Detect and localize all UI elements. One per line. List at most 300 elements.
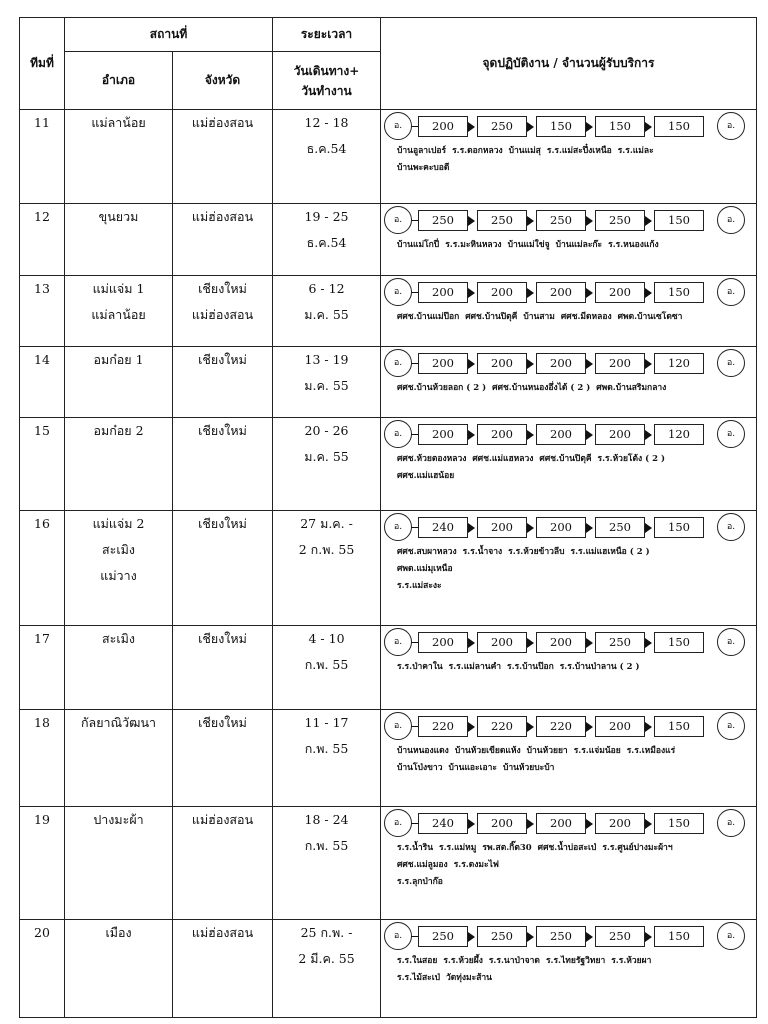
period-cell-line: 2 มี.ค. 55 [298,951,355,966]
service-flow-cell [381,347,757,418]
service-count-box: 200 [418,353,468,374]
service-flow [381,807,756,919]
service-count-box: 150 [654,813,704,834]
table-row [20,807,757,920]
connector-line [411,726,418,727]
service-point-labels [397,857,505,874]
service-point-labels [397,544,656,561]
service-flow-cell [381,276,757,347]
service-flow [381,920,756,1017]
service-count-box: 200 [595,424,645,445]
service-count-box: 200 [477,813,527,834]
table-row [20,418,757,511]
service-point-labels [397,874,449,891]
arrow-right-icon [468,638,475,648]
service-point-label: ร.ร.ไม้สะเป่ [397,973,440,983]
service-flow [381,626,756,709]
place-header: สถานที่ [65,18,273,52]
province-cell-line: เชียงใหม่ [198,516,247,531]
service-point-label: บ้านแม่โกปี่ [397,240,440,250]
period-cell-line: 13 - 19 [304,352,349,367]
district-cell-line: สะเมิง [102,542,135,557]
province-cell [173,204,273,276]
province-cell-line: เชียงใหม่ [198,352,247,367]
team-number: 12 [20,204,65,276]
province-cell-line: เชียงใหม่ [198,715,247,730]
table-row [20,347,757,418]
service-point-label: บ้านห้วยยา [526,746,568,756]
service-count-box: 200 [418,282,468,303]
period-cell-line: ก.พ. 55 [304,838,349,853]
service-count-box: 250 [477,116,527,137]
service-flow-cell [381,418,757,511]
service-point-labels [397,309,688,326]
service-point-label: ร.ร.น้ำจาง [462,547,503,557]
service-point-label: ศศช.มีดหลอง [560,312,612,322]
service-count-box: 250 [418,210,468,231]
province-cell [173,710,273,807]
service-point-label: ศศช.บ้านปิตุคี [465,312,518,322]
service-count-box: 250 [595,926,645,947]
service-point-labels [397,380,672,397]
service-point-label: ร.ร.แม่ลานคำ [448,662,502,672]
service-count-box: 200 [595,353,645,374]
arrow-right-icon [527,819,534,829]
service-flow-cell [381,710,757,807]
team-number: 14 [20,347,65,418]
service-count-box: 250 [418,926,468,947]
period-cell-line: 18 - 24 [304,812,349,827]
period-cell-line: ม.ค. 55 [304,449,349,464]
service-count-box: 200 [536,282,586,303]
service-count-box: 200 [536,632,586,653]
district-cell [65,920,173,1018]
service-point-label: บ้านแม่ละก๊ะ [555,240,603,250]
team-number: 19 [20,807,65,920]
service-point-label: บ้านแอะเอาะ [448,763,497,773]
service-count-box: 120 [654,353,704,374]
start-circle: อ. [384,922,412,950]
province-cell [173,626,273,710]
district-cell-line: แม่วาง [100,568,137,583]
service-point-labels [397,468,460,485]
service-count-box: 200 [595,813,645,834]
table-row [20,204,757,276]
service-count-box: 150 [654,210,704,231]
period-cell [273,110,381,204]
service-point-labels [397,160,455,177]
period-cell [273,204,381,276]
service-count-box: 200 [477,517,527,538]
end-circle: อ. [717,112,745,140]
arrow-right-icon [586,122,593,132]
service-point-labels [397,840,679,857]
period-cell [273,807,381,920]
start-circle: อ. [384,420,412,448]
service-flow-cell [381,626,757,710]
service-point-label: ร.ร.ห้วยผึ้ง [443,956,483,966]
connector-line [411,527,418,528]
table-row [20,276,757,347]
team-number: 11 [20,110,65,204]
service-count-box: 200 [595,282,645,303]
end-circle: อ. [717,349,745,377]
service-point-label: ศพด.แม่มุเหนือ [397,564,453,574]
province-cell-line: แม่ฮ่องสอน [191,115,254,130]
province-cell-line: แม่ฮ่องสอน [191,307,254,322]
district-cell [65,276,173,347]
arrow-right-icon [586,288,593,298]
period-cell-line: 2 ก.พ. 55 [298,542,355,557]
district-cell-line: แม่แจ่ม 2 [92,516,145,531]
province-cell-line: แม่ฮ่องสอน [191,209,254,224]
start-circle: อ. [384,809,412,837]
service-point-label: บ้านโป่งขาว [397,763,443,773]
arrow-right-icon [527,638,534,648]
district-cell [65,710,173,807]
service-count-box: 200 [595,716,645,737]
service-point-labels [397,743,681,760]
connector-line [411,642,418,643]
service-point-label: บ้านสาม [523,312,555,322]
province-cell [173,418,273,511]
service-point-label: ร.ร.ห้วยผา [611,956,652,966]
service-flow [381,511,756,625]
period-cell [273,511,381,626]
service-count-box: 250 [595,517,645,538]
start-circle: อ. [384,112,412,140]
arrow-right-icon [586,638,593,648]
service-point-label: ศศช.แม่แฮน้อย [397,471,455,481]
period-cell [273,920,381,1018]
connector-line [411,434,418,435]
service-point-label: ร.ร.แม่สะปึ๋งเหนือ [546,146,612,156]
period-cell-line: 11 - 17 [304,715,349,730]
travel-header: วันเดินทาง+ วันทำงาน [273,52,381,110]
arrow-right-icon [527,122,534,132]
connector-line [411,823,418,824]
team-number: 18 [20,710,65,807]
service-count-box: 240 [418,517,468,538]
team-number: 16 [20,511,65,626]
service-count-box: 120 [654,424,704,445]
service-count-box: 200 [536,813,586,834]
team-header: ทีมที่ [20,18,65,110]
arrow-right-icon [645,430,652,440]
service-point-labels [397,760,560,777]
period-cell-line: 19 - 25 [304,209,349,224]
arrow-right-icon [586,216,593,226]
arrow-right-icon [468,288,475,298]
service-point-label: ร.ร.น้ำริน [397,843,434,853]
arrow-right-icon [645,359,652,369]
connector-line [411,292,418,293]
district-cell [65,347,173,418]
start-circle: อ. [384,278,412,306]
service-flow-cell [381,920,757,1018]
arrow-right-icon [527,216,534,226]
arrow-right-icon [586,722,593,732]
service-point-label: รพ.สต.กิ๊ต30 [482,843,532,853]
service-point-label: ร.ร.ศูนย์ปางมะผ้าฯ [602,843,673,853]
service-point-label: ร.ร.แม่ละ [617,146,654,156]
service-point-label: ร.ร.ในสอย [397,956,438,966]
connector-line [411,936,418,937]
start-circle: อ. [384,349,412,377]
period-cell-line: 20 - 26 [304,423,349,438]
period-cell-line: ธ.ค.54 [306,141,347,156]
service-point-label: ศศช.บ้านปิตุคี [539,454,592,464]
service-point-labels [397,970,498,987]
arrow-right-icon [527,288,534,298]
service-point-labels [397,237,665,254]
service-point-label: ศศช.บ้านหนองอึ่งได้ ( 2 ) [492,383,591,393]
service-point-label: ร.ร.ไทยรัฐวิทยา [545,956,606,966]
points-header: จุดปฏิบัติงาน / จำนวนผู้รับบริการ [381,18,757,110]
period-cell [273,347,381,418]
district-cell [65,418,173,511]
start-circle: อ. [384,712,412,740]
start-circle: อ. [384,628,412,656]
service-count-box: 150 [654,116,704,137]
arrow-right-icon [468,430,475,440]
district-header: อำเภอ [65,52,173,110]
province-cell-line: เชียงใหม่ [198,281,247,296]
end-circle: อ. [717,278,745,306]
service-point-label: ร.ร.มะหินหลวง [445,240,502,250]
start-circle: อ. [384,206,412,234]
service-point-label: ศศช.บ้านห้วยลอก ( 2 ) [397,383,487,393]
service-point-labels [397,659,646,676]
district-cell-line: ขุนยวม [98,209,139,224]
arrow-right-icon [645,638,652,648]
service-flow [381,276,756,346]
service-count-box: 150 [654,282,704,303]
province-cell-line: แม่ฮ่องสอน [191,812,254,827]
period-cell-line: 25 ก.พ. - [300,925,353,940]
start-circle: อ. [384,513,412,541]
service-point-label: ศศช.ห้วยตองหลวง [397,454,467,464]
service-point-label: บ้านหนองแดง [397,746,449,756]
service-count-box: 200 [536,353,586,374]
service-count-box: 250 [477,926,527,947]
arrow-right-icon [468,122,475,132]
arrow-right-icon [527,359,534,369]
service-count-box: 200 [418,116,468,137]
arrow-right-icon [527,430,534,440]
service-count-box: 200 [477,632,527,653]
arrow-right-icon [645,216,652,226]
period-cell-line: 4 - 10 [308,631,345,646]
district-cell-line: เมือง [105,925,132,940]
table-row [20,710,757,807]
service-flow-cell [381,511,757,626]
service-count-box: 150 [654,517,704,538]
province-cell-line: เชียงใหม่ [198,631,247,646]
period-cell [273,418,381,511]
service-flow [381,710,756,806]
service-count-box: 240 [418,813,468,834]
team-number: 15 [20,418,65,511]
period-cell-line: ก.พ. 55 [304,741,349,756]
service-point-label: ร.ร.ป่าคาใน [397,662,443,672]
connector-line [411,220,418,221]
service-point-label: วัดทุ่งมะส้าน [446,973,492,983]
service-count-box: 200 [536,424,586,445]
district-cell-line: กัลยาณิวัฒนา [80,715,157,730]
district-cell-line: สะเมิง [102,631,135,646]
period-cell [273,710,381,807]
period-header: ระยะเวลา [273,18,381,52]
service-point-label: บ้านแม่สุ [508,146,541,156]
service-count-box: 200 [477,424,527,445]
district-cell-line: ปางมะผ้า [93,812,144,827]
arrow-right-icon [586,819,593,829]
service-point-label: ศศช.แม่แฮหลวง [472,454,534,464]
service-count-box: 150 [536,116,586,137]
service-count-box: 250 [477,210,527,231]
service-point-label: ร.ร.บ้านป๊อก [507,662,554,672]
service-point-labels [397,953,657,970]
end-circle: อ. [717,809,745,837]
service-point-label: ร.ร.แม่สะงะ [397,581,442,591]
district-cell-line: อมก๋อย 1 [93,352,144,367]
province-cell [173,347,273,418]
service-count-box: 220 [536,716,586,737]
table-row [20,626,757,710]
period-cell [273,276,381,347]
arrow-right-icon [527,523,534,533]
period-cell-line: 27 ม.ค. - [300,516,353,531]
district-cell [65,807,173,920]
table-row [20,110,757,204]
service-point-labels [397,451,671,468]
schedule-table [19,17,757,1018]
service-point-label: ร.ร.แจ่มน้อย [573,746,621,756]
service-flow [381,347,756,417]
arrow-right-icon [468,216,475,226]
service-point-label: ศศช.น้ำบ่อสะเป่ [537,843,597,853]
arrow-right-icon [645,523,652,533]
service-point-labels [397,561,459,578]
service-count-box: 250 [595,632,645,653]
arrow-right-icon [586,932,593,942]
service-point-label: ร.ร.เหมืองแร่ [626,746,676,756]
arrow-right-icon [527,722,534,732]
district-cell [65,626,173,710]
arrow-right-icon [468,819,475,829]
service-count-box: 150 [654,926,704,947]
province-cell [173,920,273,1018]
service-count-box: 220 [418,716,468,737]
service-count-box: 200 [418,632,468,653]
service-count-box: 200 [418,424,468,445]
arrow-right-icon [586,359,593,369]
end-circle: อ. [717,712,745,740]
service-flow-cell [381,204,757,276]
service-point-label: ศศช.บ้านแม่ป๊อก [397,312,460,322]
province-header: จังหวัด [173,52,273,110]
district-cell-line: อมก๋อย 2 [93,423,144,438]
province-cell-line: เชียงใหม่ [198,423,247,438]
period-cell-line: ม.ค. 55 [304,378,349,393]
arrow-right-icon [468,722,475,732]
team-number: 20 [20,920,65,1018]
service-point-label: ร.ร.ห้วยข้าวลีบ [508,547,565,557]
service-point-label: ศศช.แม่ลูมอง [397,860,448,870]
service-flow-cell [381,110,757,204]
service-flow [381,418,756,510]
service-point-label: ร.ร.นาป่าจาด [488,956,540,966]
arrow-right-icon [468,523,475,533]
service-count-box: 200 [536,517,586,538]
end-circle: อ. [717,513,745,541]
province-cell [173,276,273,347]
province-cell-line: แม่ฮ่องสอน [191,925,254,940]
period-cell-line: ธ.ค.54 [306,235,347,250]
service-point-label: ศพด.บ้านสริมกลาง [596,383,667,393]
arrow-right-icon [586,523,593,533]
province-cell [173,110,273,204]
service-point-label: บ้านพะคะบอดี [397,163,450,173]
service-count-box: 150 [654,632,704,653]
district-cell-line: แม่ลาน้อย [91,307,146,322]
period-cell-line: 6 - 12 [308,281,345,296]
district-cell-line: แม่แจ่ม 1 [92,281,145,296]
period-cell-line: ม.ค. 55 [304,307,349,322]
service-count-box: 250 [536,210,586,231]
service-count-box: 200 [477,282,527,303]
period-cell-line: 12 - 18 [304,115,349,130]
arrow-right-icon [527,932,534,942]
end-circle: อ. [717,206,745,234]
service-count-box: 250 [595,210,645,231]
service-point-label: ร.ร.ดงมะไฟ [453,860,499,870]
service-point-label: ร.ร.แม่หมู [439,843,477,853]
service-count-box: 150 [595,116,645,137]
service-point-label: ร.ร.หนองแก้ง [608,240,659,250]
province-cell [173,807,273,920]
service-point-labels [397,143,660,160]
service-point-label: บ้านแม่ใข่จู [507,240,550,250]
district-cell-line: แม่ลาน้อย [91,115,146,130]
team-number: 13 [20,276,65,347]
service-flow [381,204,756,275]
end-circle: อ. [717,628,745,656]
service-point-label: ร.ร.ลุกป่าก๊อ [397,877,443,887]
arrow-right-icon [586,430,593,440]
service-flow [381,110,756,203]
service-point-label: ร.ร.บ้านป่าลาน ( 2 ) [559,662,640,672]
arrow-right-icon [645,932,652,942]
service-count-box: 250 [536,926,586,947]
arrow-right-icon [468,359,475,369]
service-count-box: 150 [654,716,704,737]
service-point-label: บ้านห้วยบะบ้า [502,763,555,773]
service-count-box: 220 [477,716,527,737]
team-number: 17 [20,626,65,710]
service-count-box: 200 [477,353,527,374]
service-point-label: ศพด.บ้านเซโดซา [617,312,683,322]
period-cell [273,626,381,710]
service-point-label: บ้านห้วยเขียดแห้ง [454,746,521,756]
connector-line [411,363,418,364]
connector-line [411,126,418,127]
arrow-right-icon [645,819,652,829]
period-cell-line: ก.พ. 55 [304,657,349,672]
arrow-right-icon [645,722,652,732]
end-circle: อ. [717,922,745,950]
